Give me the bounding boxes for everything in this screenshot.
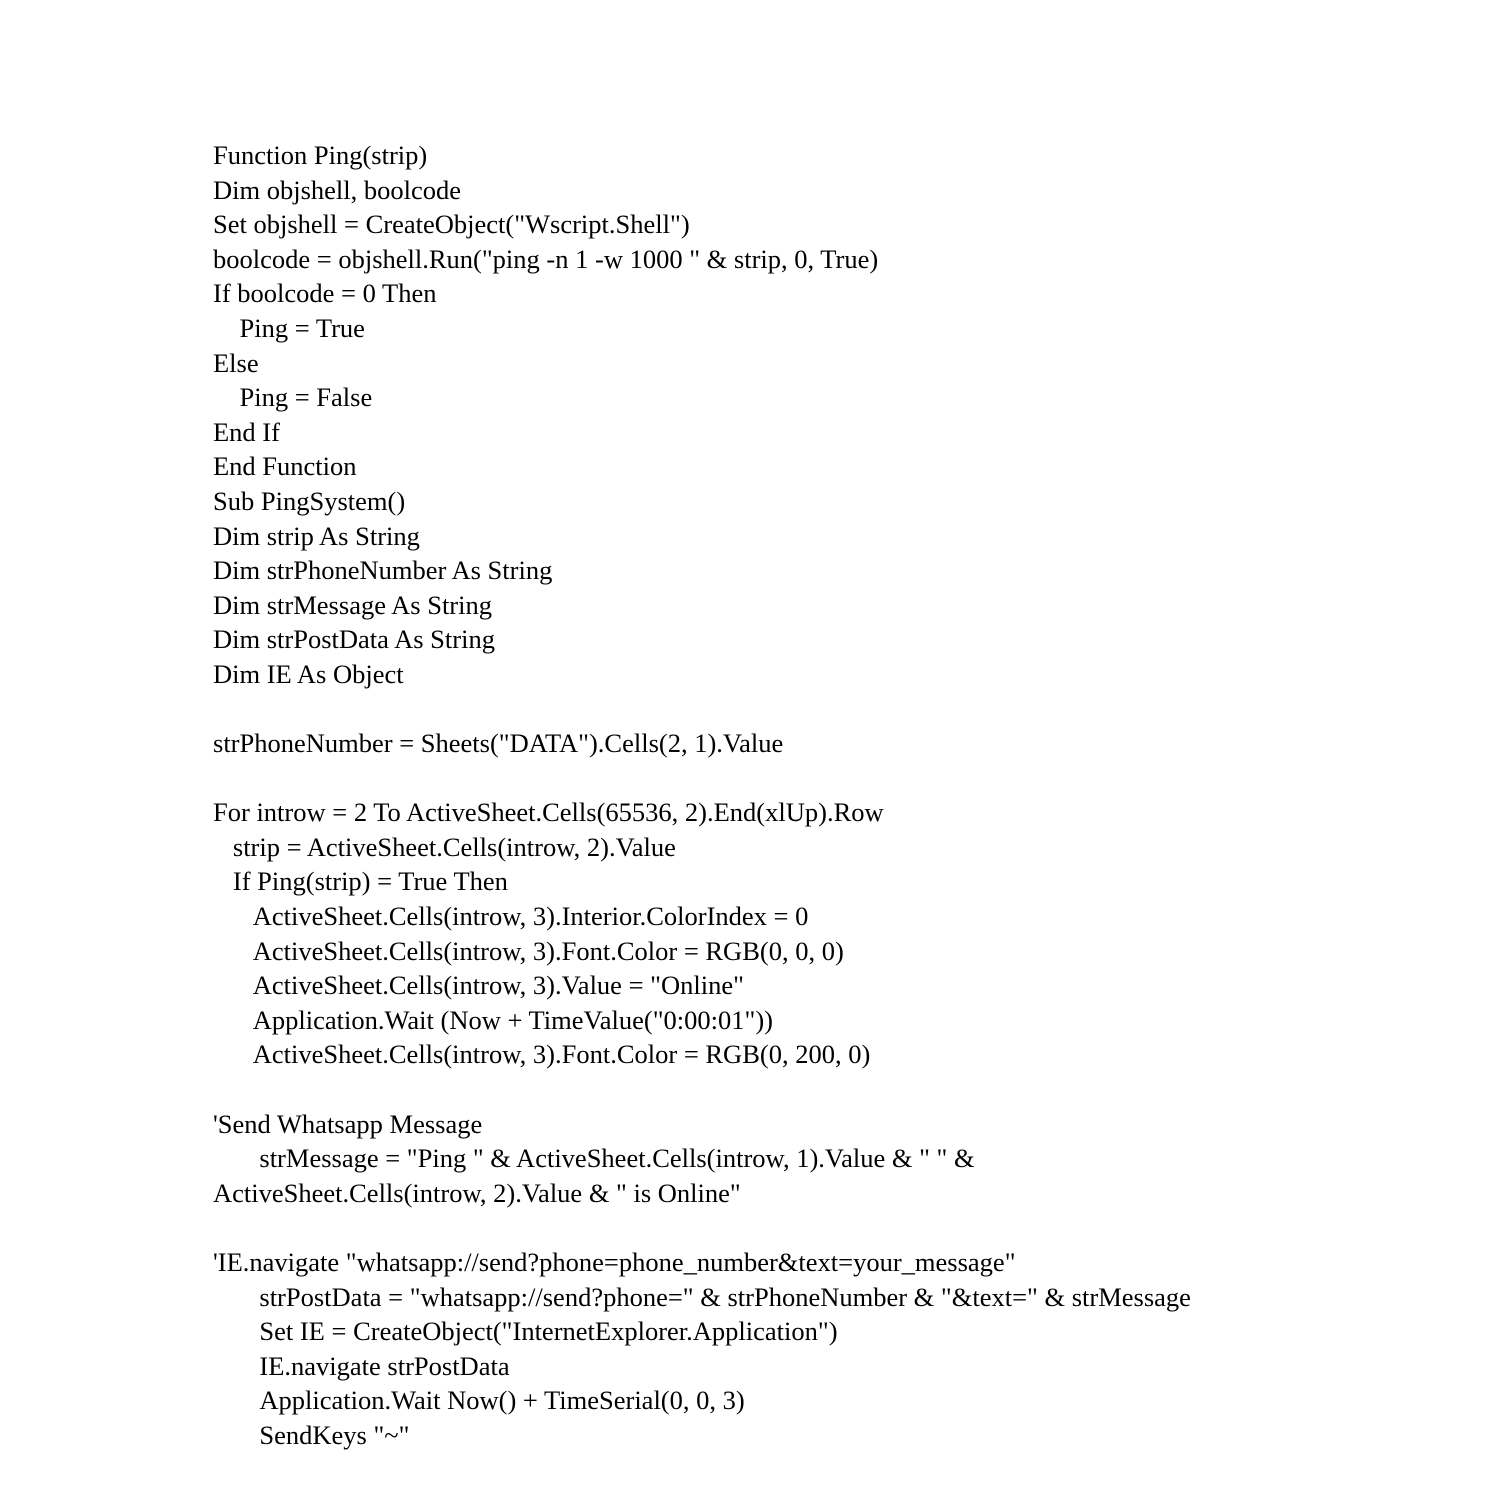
code-line: Else [213,347,259,378]
code-line: 'Send Whatsapp Message [213,1108,483,1139]
code-line: Application.Wait Now() + TimeSerial(0, 0, 3) [213,1385,745,1416]
code-line: IE.navigate strPostData [213,1350,510,1381]
code-line: strip = ActiveSheet.Cells(introw, 2).Value [213,831,676,862]
code-line: 'IE.navigate "whatsapp://send?phone=phone_number&text=your_message" [213,1247,1016,1277]
code-line: Function Ping(strip) [213,140,428,170]
code-line: Dim strPostData As String [213,624,495,655]
code-line: Dim IE As Object [213,658,404,689]
code-line: Set objshell = CreateObject("Wscript.Shell") [213,209,690,240]
code-line: strMessage = "Ping " & ActiveSheet.Cells(introw, 1).Value & " " & [213,1143,975,1174]
code-line: Ping = False [213,382,373,413]
code-line: Application.Wait (Now + TimeValue("0:00:01")) [213,1004,773,1035]
code-line: ActiveSheet.Cells(introw, 3).Interior.ColorIndex = 0 [213,901,809,932]
code-line: Ping = True [213,312,365,343]
code-line: Dim objshell, boolcode [213,174,462,205]
code-line: Sub PingSystem() [213,485,406,516]
code-line: Dim strPhoneNumber As String [213,555,553,586]
code-line: If boolcode = 0 Then [213,278,437,309]
code-line: For introw = 2 To ActiveSheet.Cells(65536, 2).End(xlUp).Row [213,797,884,828]
code-line [213,1072,1413,1107]
code-line [213,1210,1413,1245]
code-line: strPhoneNumber = Sheets("DATA").Cells(2, 1).Value [213,728,784,759]
code-line: boolcode = objshell.Run("ping -n 1 -w 1000 " & strip, 0, True) [213,243,879,274]
code-line: Dim strip As String [213,520,420,551]
code-line: ActiveSheet.Cells(introw, 3).Font.Color = RGB(0, 200, 0) [213,1039,871,1070]
code-line: SendKeys "~" [213,1419,410,1450]
code-listing [213,138,1413,1453]
code-line [213,761,1413,796]
code-line: If Ping(strip) = True Then [213,866,508,897]
code-line: strPostData = "whatsapp://send?phone=" & strPhoneNumber & "&text=" & strMessage [213,1281,1191,1312]
code-line: Dim strMessage As String [213,589,492,620]
code-line: End If [213,416,280,447]
code-line: End Function [213,451,357,482]
code-line: ActiveSheet.Cells(introw, 2).Value & " is Online" [213,1177,741,1208]
code-line [213,692,1413,727]
code-line: ActiveSheet.Cells(introw, 3).Font.Color = RGB(0, 0, 0) [213,935,844,966]
code-line: ActiveSheet.Cells(introw, 3).Value = "Online" [213,970,744,1001]
code-line: Set IE = CreateObject("InternetExplorer.Application") [213,1316,838,1347]
